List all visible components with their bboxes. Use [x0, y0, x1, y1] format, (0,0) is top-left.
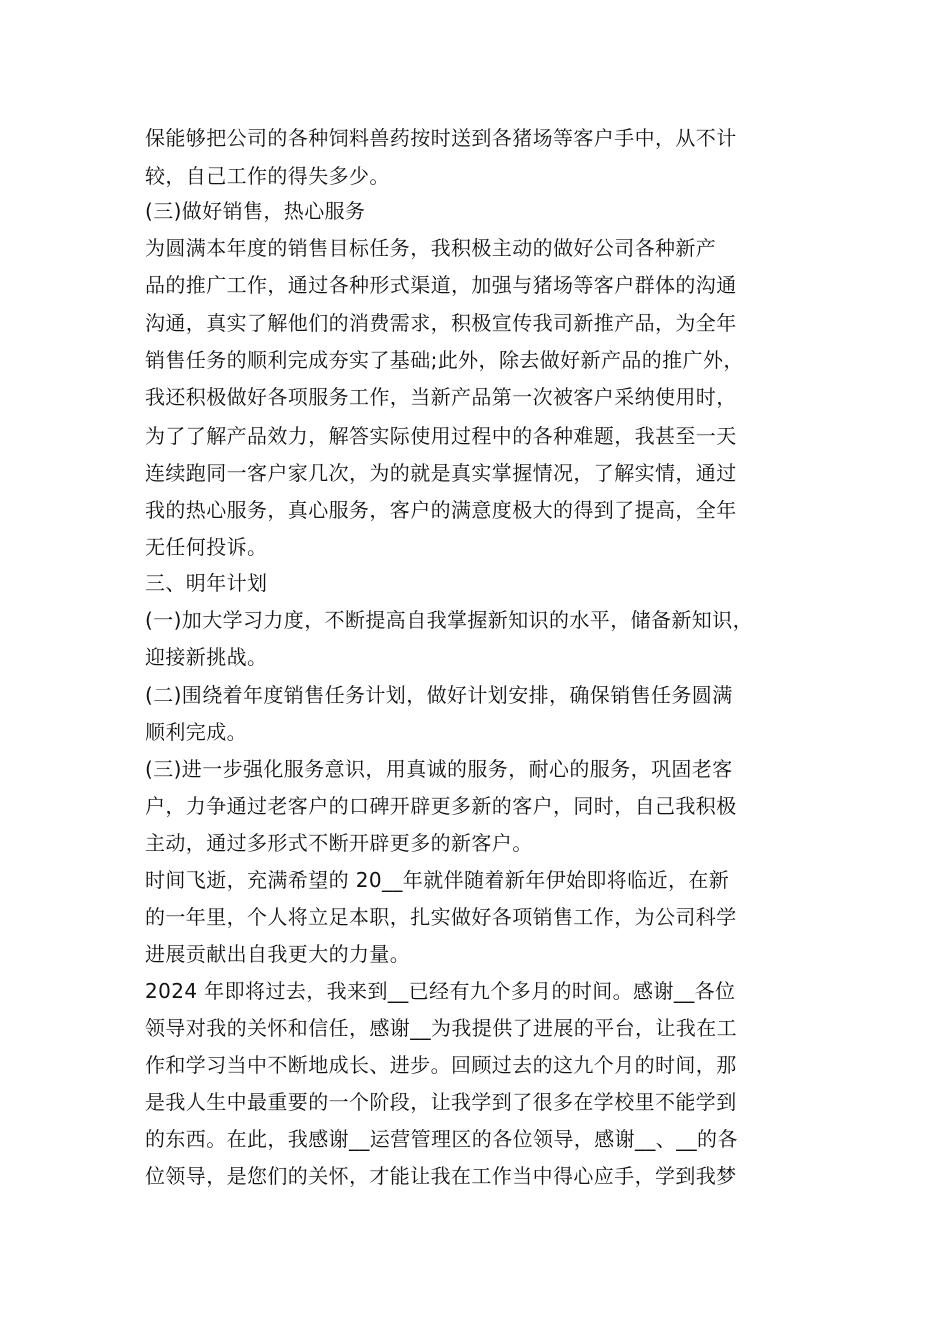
text-line-19: 户，力争通过老客户的口碑开辟更多新的客户，同时，自己我积极 — [145, 794, 737, 818]
text-line-15: 迎接新挑战。 — [145, 645, 268, 669]
text-line-17: 顺利完成。 — [145, 720, 247, 744]
text-line-12: 无任何投诉。 — [145, 535, 268, 559]
text-line-25: 领导对我的关怀和信任，感谢__为我提供了进展的平台，让我在工 — [145, 1016, 737, 1040]
text-line-11: 我的热心服务，真心服务，客户的满意度极大的得到了提高，全年 — [145, 498, 737, 522]
text-line-5: 品的推广工作，通过各种形式渠道，加强与猪场等客户群体的沟通 — [145, 273, 737, 297]
text-line-10: 连续跑同一客户家几次，为的就是真实掌握情况，了解实情，通过 — [145, 461, 737, 485]
text-line-4: 为圆满本年度的销售目标任务，我积极主动的做好公司各种新产 — [145, 236, 717, 260]
text-line-1: 保能够把公司的各种饲料兽药按时送到各猪场等客户手中，从不计 — [145, 126, 737, 150]
text-line-2: 较，自己工作的得失多少。 — [145, 164, 390, 188]
text-line-21: 时间飞逝，充满希望的 20__年就伴随着新年伊始即将临近，在新 — [145, 868, 730, 892]
text-line-8: 我还积极做好各项服务工作，当新产品第一次被客户采纳使用时， — [145, 385, 737, 409]
text-line-6: 沟通，真实了解他们的消费需求，积极宣传我司新推产品，为全年 — [145, 311, 737, 335]
section-heading-service: (三)做好销售，热心服务 — [145, 199, 366, 223]
text-line-16: (二)围绕着年度销售任务计划，做好计划安排，确保销售任务圆满 — [145, 683, 733, 707]
text-line-24: 2024 年即将过去，我来到__已经有九个多月的时间。感谢__各位 — [145, 979, 736, 1003]
section-heading-plan: 三、明年计划 — [145, 571, 268, 595]
text-line-28: 的东西。在此，我感谢__运营管理区的各位领导，感谢__、__的各 — [145, 1127, 738, 1151]
text-line-27: 是我人生中最重要的一个阶段，让我学到了很多在学校里不能学到 — [145, 1090, 737, 1114]
text-line-23: 进展贡献出自我更大的力量。 — [145, 942, 411, 966]
text-line-14: (一)加大学习力度，不断提高自我掌握新知识的水平，储备新知识， — [145, 608, 754, 632]
text-line-26: 作和学习当中不断地成长、进步。回顾过去的这九个月的时间，那 — [145, 1053, 737, 1077]
text-line-9: 为了了解产品效力，解答实际使用过程中的各种难题，我甚至一天 — [145, 424, 737, 448]
text-line-7: 销售任务的顺利完成夯实了基础;此外，除去做好新产品的推广外， — [145, 348, 744, 372]
text-line-18: (三)进一步强化服务意识，用真诚的服务，耐心的服务，巩固老客 — [145, 757, 733, 781]
text-line-29: 位领导，是您们的关怀，才能让我在工作当中得心应手，学到我梦 — [145, 1164, 737, 1188]
text-line-22: 的一年里，个人将立足本职，扎实做好各项销售工作，为公司科学 — [145, 905, 737, 929]
text-line-20: 主动，通过多形式不断开辟更多的新客户。 — [145, 831, 533, 855]
